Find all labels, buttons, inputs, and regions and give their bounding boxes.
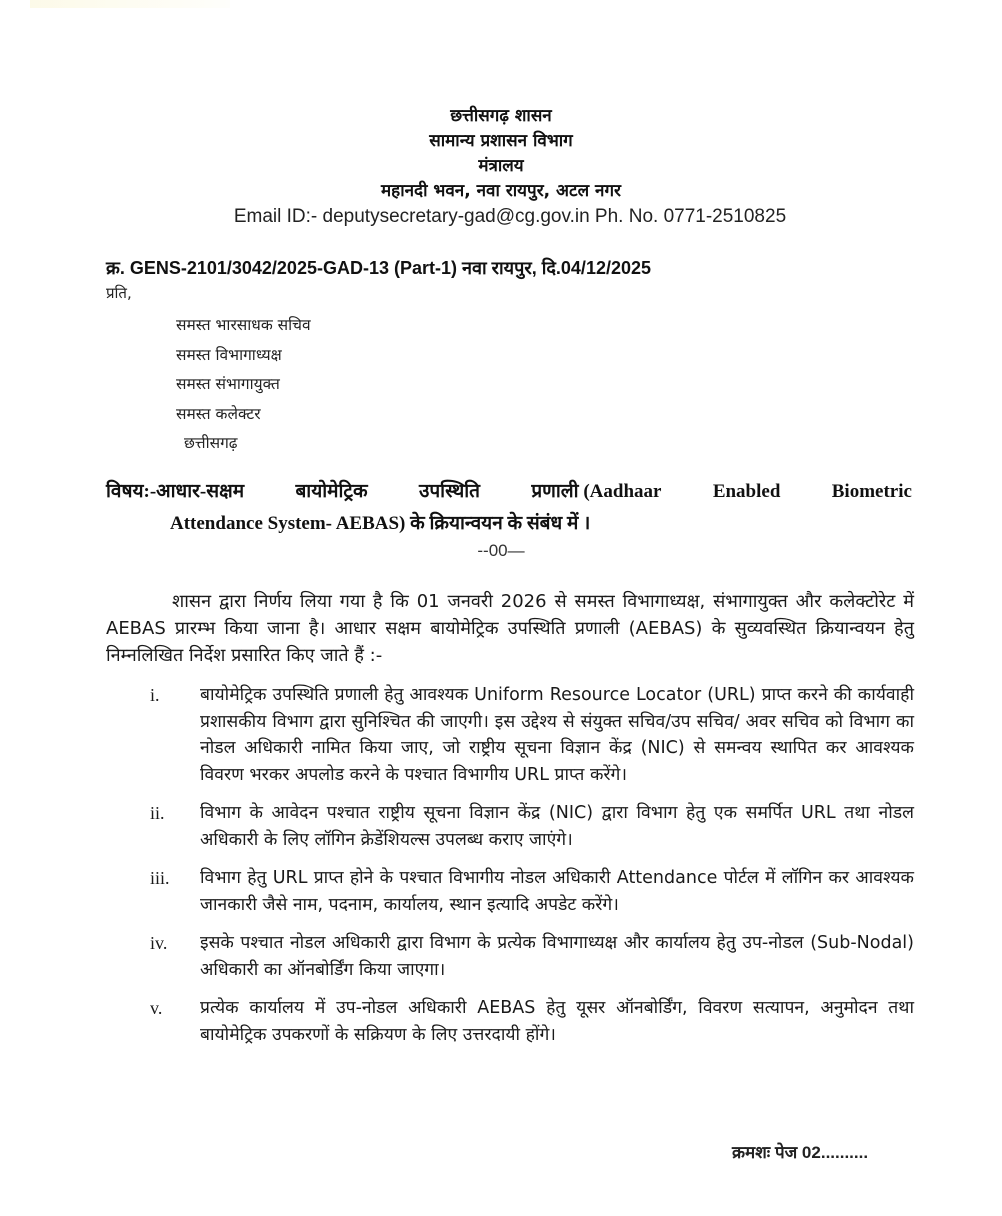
recipient-item: समस्त भारसाधक सचिव — [176, 316, 311, 334]
item-text: इसके पश्चात नोडल अधिकारी द्वारा विभाग के प्रत्येक विभागाध्यक्ष और कार्यालय हेतु उप-नोडल (Sub-Nodal) अधिकारी का ऑनबोर्डिंग किया जाएगा। — [200, 933, 914, 980]
subject-block — [106, 476, 912, 540]
letterhead — [0, 104, 1002, 230]
recipient-item: समस्त संभागायुक्त — [176, 375, 280, 393]
intro-paragraph — [106, 588, 914, 669]
department-name: सामान्य प्रशासन विभाग — [429, 131, 573, 151]
subject-word: प्रणाली (Aadhaar — [531, 481, 662, 502]
contact-line: Email ID:- deputysecretary-gad@cg.gov.in Ph. No. 0771-2510825 — [233, 206, 787, 227]
reference-number-date: क्र. GENS-2101/3042/2025-GAD-13 (Part-1) नवा रायपुर, दि.04/12/2025 — [106, 258, 652, 278]
item-text: बायोमेट्रिक उपस्थिति प्रणाली हेतु आवश्यक Uniform Resource Locator (URL) प्राप्त करने की कार्यवाही प्रशासकीय विभाग द्वारा सुनिश्चित की जाएगी। इस उद्देश्य से संयुक्त सचिव/उप सचिव/ अवर सचिव को विभाग का नोडल अधिकारी नामित किया जाए, जो राष्ट्रीय सूचना विज्ञान केंद्र (NIC) से समन्वय स्थापित कर आवश्यक विवरण भरकर अपलोड करने के पश्चात विभागीय URL प्राप्त करेंगे। — [200, 685, 914, 785]
instruction-list — [150, 682, 914, 1060]
item-number: i. — [150, 685, 160, 705]
list-item — [150, 995, 914, 1048]
subject-word: बायोमेट्रिक — [295, 481, 368, 502]
list-item — [150, 865, 914, 918]
list-item — [150, 930, 914, 983]
item-number: iv. — [150, 933, 168, 953]
recipient-item: समस्त कलेक्टर — [176, 404, 261, 423]
subject-line-2: Attendance System- AEBAS) के क्रियान्वयन के संबंध में । — [170, 513, 591, 534]
recipient-state: छत्तीसगढ़ — [184, 434, 238, 452]
continuation-note: क्रमशः पेज 02.......... — [732, 1143, 869, 1162]
list-item — [150, 800, 914, 853]
scan-artifact — [30, 0, 230, 8]
item-text: विभाग हेतु URL प्राप्त होने के पश्चात विभागीय नोडल अधिकारी Attendance पोर्टल में लॉगिन कर आवश्यक जानकारी जैसे नाम, पदनाम, कार्यालय, स्थान इत्यादि अपडेट करेंगे। — [200, 868, 914, 915]
subject-word: विषय:-आधार-सक्षम — [106, 481, 245, 502]
subject-line-1 — [106, 476, 912, 508]
item-number: ii. — [150, 803, 165, 823]
intro-text: शासन द्वारा निर्णय लिया गया है कि 01 जनवरी 2026 से समस्त विभागाध्यक्ष, संभागायुक्त और कलेक्टोरेट में AEBAS प्रारम्भ किया जाना है। आधार सक्षम बायोमेट्रिक उपस्थिति प्रणाली (AEBAS) के सुव्यवस्थित क्रियान्वयन हेतु निम्नलिखित निर्देश प्रसारित किए जाते हैं :- — [106, 591, 914, 666]
subject-word: Enabled — [712, 481, 781, 502]
government-name: छत्तीसगढ़ शासन — [450, 106, 552, 126]
item-text: प्रत्येक कार्यालय में उप-नोडल अधिकारी AEBAS हेतु यूसर ऑनबोर्डिंग, विवरण सत्यापन, अनुमोदन तथा बायोमेट्रिक उपकरणों के सक्रियण के लिए उत्तरदायी होंगे। — [200, 998, 914, 1045]
office-address: महानदी भवन, नवा रायपुर, अटल नगर — [381, 181, 621, 201]
recipient-list — [176, 311, 311, 459]
subject-word: उपस्थिति — [418, 481, 480, 502]
item-text: विभाग के आवेदन पश्चात राष्ट्रीय सूचना विज्ञान केंद्र (NIC) द्वारा विभाग हेतु एक समर्पित URL तथा नोडल अधिकारी के लिए लॉगिन क्रेडेंशियल्स उपलब्ध कराए जाएंगे। — [200, 803, 914, 850]
item-number: iii. — [150, 868, 170, 888]
item-number: v. — [150, 998, 163, 1018]
subject-word: Biometric — [831, 481, 912, 502]
section-divider: --00— — [477, 541, 525, 560]
recipient-item: समस्त विभागाध्यक्ष — [176, 345, 282, 364]
list-item — [150, 682, 914, 788]
addressee-prefix: प्रति, — [106, 284, 132, 302]
ministry-name: मंत्रालय — [478, 156, 524, 176]
